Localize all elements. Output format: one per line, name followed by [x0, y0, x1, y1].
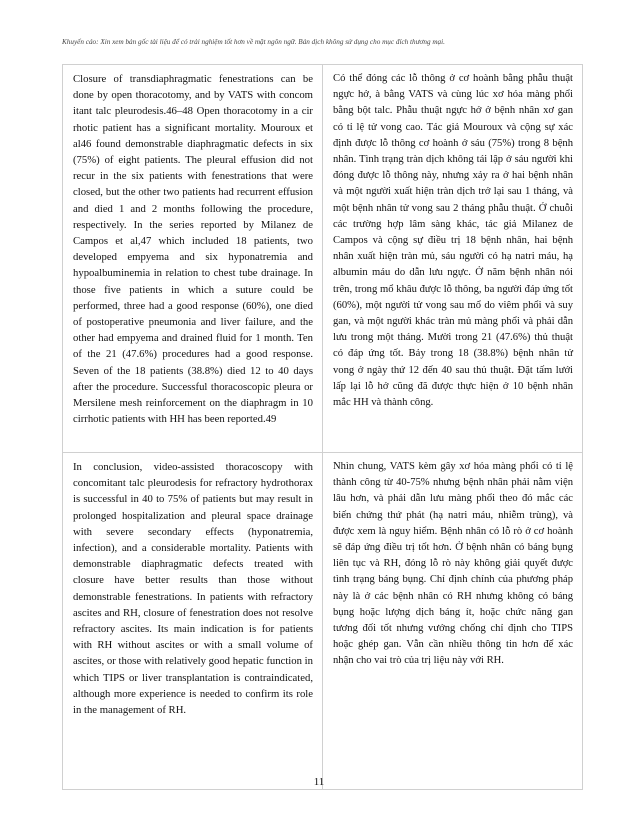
vietnamese-paragraph: Có thể đóng các lỗ thông ở cơ hoành bằng phẫu thuật ngực hở, à bằng VATS và cùng lúc xơ hóa màng phổi bằng bột talc. Phẫu thuật ngực hở ở bệnh nhân xơ gan có tỉ lệ tử vong cao. Tác giả Mouroux và cộng sự xác định được lỗ thông cơ hoành ở sáu (75%) trong 8 bệnh nhân. Tình trạng tràn dịch không tái lập ở sáu người khi đóng được lỗ thông này, nhưng xảy ra ở hai bệnh nhân và một người xuất hiện tràn dịch trở lại sau 1 tháng, và một bệnh nhân tử vong sau 2 tháng phẫu thuật. Ở chuỗi các trường hợp lâm sàng khác, tác giả Milanez de Campos và cộng sự điều trị 18 bệnh nhân, hai bệnh nhân xuất hiện tràn mủ, sáu người có hạ natri máu, hạ albumin máu do dẫn lưu ngực. Ở năm bệnh nhân nói trên, trong mổ khâu được lỗ thông, ba người đáp ứng tốt (60%), một người tử vong sau mổ do viêm phổi và suy gan, và một người khác tràn mủ màng phổi và phải dẫn lưu trong một tháng. Mười trong 21 (47.6%) thủ thuật có đáp ứng tốt. Bảy trong 18 (38.8%) bệnh nhân tử vong ở ngày thứ 12 đến 40 sau thủ thuật. Đặt tấm lưới lấp lại lỗ hở cũng đã được thực hiện ở 10 bệnh nhân mắc HH và thành công. — [323, 65, 583, 453]
bilingual-table — [62, 64, 583, 790]
vietnamese-paragraph: Nhìn chung, VATS kèm gây xơ hóa màng phổi có tỉ lệ thành công từ 40-75% nhưng bệnh nhân phải nằm viện lâu hơn, và phải dẫn lưu màng phổi theo đó mắc các biến chứng thứ phát (hạ natri máu, nhiễm trùng), và được xem là nguy hiểm. Bệnh nhân có lỗ rò ở cơ hoành sẽ đáp ứng điều trị tốt hơn. Ở bệnh nhân có báng bụng liên tục và RH, đóng lỗ rò này không giải quyết được tình trạng báng bụng. Chỉ định chính của phương pháp này là ở các bệnh nhân có RH nhưng không có báng bụng hoặc lượng dịch báng ít, hoặc chức năng gan tương đối tốt nhưng vướng chống chỉ định cho TIPS hoặc ghép gan. Vẫn cần nhiều thông tin hơn để xác nhận cho vai trò của trị liệu này với RH. — [323, 453, 583, 790]
translation-disclaimer: Khuyến cáo: Xin xem bản gốc tài liệu để có trải nghiệm tốt hơn về mặt ngôn ngữ. Bản dịch không sử dụng cho mục đích thương mại. — [62, 38, 445, 46]
page-number: 11 — [313, 776, 325, 788]
table-row — [63, 65, 583, 453]
english-paragraph: Closure of transdiaphragmatic fenestrations can be done by open thoracotomy, and by VATS with concom itant talc pleurodesis.46–48 Open thoracotomy in a cir rhotic patient has a significant mortality. Mouroux et al46 found demonstrable diaphragmatic defects in six (75%) of eight patients. The pleural effusion did not recur in the six patients with fenestrations that were closed, but the other two patients had recurrent effusion and died 1 and 2 months following the procedure, respectively. In the series reported by Milanez de Campos et al,47 which included 18 patients, two developed empyema and six hyponatremia and hypoalbuminemia in relation to chest tube drainage. In those five patients in which a suture could be performed, three had a good response (60%), one died of postoperative pneumonia and liver failure, and the other had empyema and drained fluid for 1 month. Ten of the 21 (47.6%) procedures had a good response. Seven of the 18 patients (38.8%) died 12 to 40 days after the procedure. Successful thoracoscopic pleura or Mersilene mesh reinforcement on the diaphragm in 10 cirrhotic patients with HH has been reported.49 — [63, 65, 323, 453]
table-row — [63, 453, 583, 790]
english-paragraph: In conclusion, video-assisted thoracoscopy with concomitant talc pleurodesis for refractory hydrothorax is successful in 40 to 75% of patients but may result in prolonged hospitalization and pleural space drainage with severe secondary effects (hyponatremia, infection), and a considerable mortality. Patients with demonstrable diaphragmatic defects treated with closure have better results than those without demonstrable fenestrations. In patients with refractory ascites and RH, closure of fenestration does not resolve refractory ascites. Its main indication is for patients with RH without ascites or with a small volume of ascites, or those with relatively good hepatic function in which TIPS or liver transplantation is contraindicated, although more experience is needed to confirm its role in the management of RH. — [63, 453, 323, 790]
